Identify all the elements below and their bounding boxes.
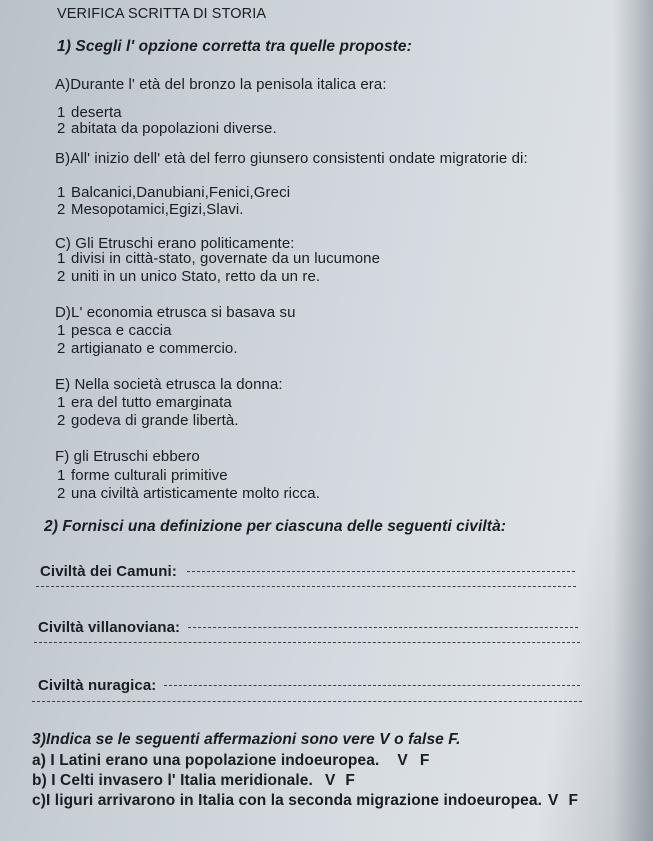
question-f-option-1: [57, 467, 228, 484]
option-text: Balcanici,Danubiani,Fenici,Greci: [71, 184, 291, 201]
statement-a: [32, 752, 429, 770]
question-d-option-1: [57, 322, 172, 339]
option-text: una civiltà artisticamente molto ricca.: [71, 485, 320, 502]
question-a-option-1: [57, 104, 122, 121]
true-option[interactable]: V: [324, 772, 336, 789]
page-title: VERIFICA SCRITTA DI STORIA: [57, 6, 267, 22]
question-b-option-2: [57, 201, 244, 218]
question-c-option-1: [57, 250, 380, 267]
option-number: 1: [57, 322, 66, 339]
option-number: 1: [57, 104, 66, 121]
true-option[interactable]: V: [548, 792, 559, 809]
section2-heading: 2) Fornisci una definizione per ciascuna delle seguenti civiltà:: [44, 518, 507, 535]
section1-heading: 1) Scegli l' opzione corretta tra quelle proposte:: [57, 38, 412, 55]
question-f-option-2: [57, 485, 320, 502]
option-number: 2: [57, 485, 66, 502]
section3-heading: 3)Indica se le seguenti affermazioni sono vere V o false F.: [32, 731, 461, 748]
civilization-camuni-label: Civiltà dei Camuni:: [40, 563, 177, 580]
option-text: divisi in città-stato, governate da un lucumone: [71, 250, 381, 267]
option-number: 2: [57, 412, 66, 429]
page-edge-shadow: [613, 0, 653, 841]
question-e-label: E) Nella società etrusca la donna:: [55, 376, 283, 393]
question-b-option-1: [57, 184, 290, 201]
question-f-label: F) gli Etruschi ebbero: [55, 448, 200, 465]
civilization-nuragica-label: Civiltà nuragica:: [38, 677, 157, 694]
statement-text: c)I liguri arrivarono in Italia con la seconda migrazione indoeuropea.: [32, 792, 543, 809]
option-number: 2: [57, 268, 66, 285]
option-text: abitata da popolazioni diverse.: [71, 120, 277, 137]
question-a-option-2: [57, 120, 277, 137]
option-text: artigianato e commercio.: [71, 340, 238, 357]
false-option[interactable]: F: [568, 792, 579, 809]
option-number: 1: [57, 250, 66, 267]
false-option[interactable]: F: [345, 772, 355, 789]
question-a-label: A)Durante l' età del bronzo la penisola italica era:: [55, 76, 387, 93]
civilization-villanoviana-label: Civiltà villanoviana:: [38, 619, 181, 636]
option-number: 1: [57, 394, 66, 411]
option-number: 2: [57, 120, 66, 137]
question-e-option-1: [57, 394, 232, 411]
option-number: 1: [57, 467, 66, 484]
option-text: deserta: [71, 104, 122, 121]
option-text: godeva di grande libertà.: [71, 412, 239, 429]
option-text: era del tutto emarginata: [71, 394, 232, 411]
question-e-option-2: [57, 412, 239, 429]
question-b-label: B)All' inizio dell' età del ferro giunsero consistenti ondate migratorie di:: [55, 150, 528, 167]
question-c-option-2: [57, 268, 320, 285]
answer-line[interactable]: [32, 701, 582, 702]
true-option[interactable]: V: [397, 752, 408, 769]
statement-text: b) I Celti invasero l' Italia meridionale.: [32, 772, 313, 789]
answer-line[interactable]: [188, 627, 578, 628]
answer-line[interactable]: [36, 586, 576, 587]
option-text: forme culturali primitive: [71, 467, 228, 484]
option-number: 1: [57, 184, 66, 201]
question-d-label: D)L' economia etrusca si basava su: [55, 304, 296, 321]
statement-b: [32, 772, 355, 790]
answer-line[interactable]: [187, 571, 575, 572]
answer-line[interactable]: [34, 642, 580, 643]
option-text: Mesopotamici,Egizi,Slavi.: [71, 201, 244, 218]
option-text: uniti in un unico Stato, retto da un re.: [71, 268, 321, 285]
question-d-option-2: [57, 340, 238, 357]
option-number: 2: [57, 201, 66, 218]
statement-c: [32, 792, 578, 810]
false-option[interactable]: F: [419, 752, 430, 769]
option-number: 2: [57, 340, 66, 357]
option-text: pesca e caccia: [71, 322, 172, 339]
question-c-label: C) Gli Etruschi erano politicamente:: [55, 235, 295, 252]
answer-line[interactable]: [164, 685, 580, 686]
statement-text: a) I Latini erano una popolazione indoeuropea.: [32, 752, 380, 769]
